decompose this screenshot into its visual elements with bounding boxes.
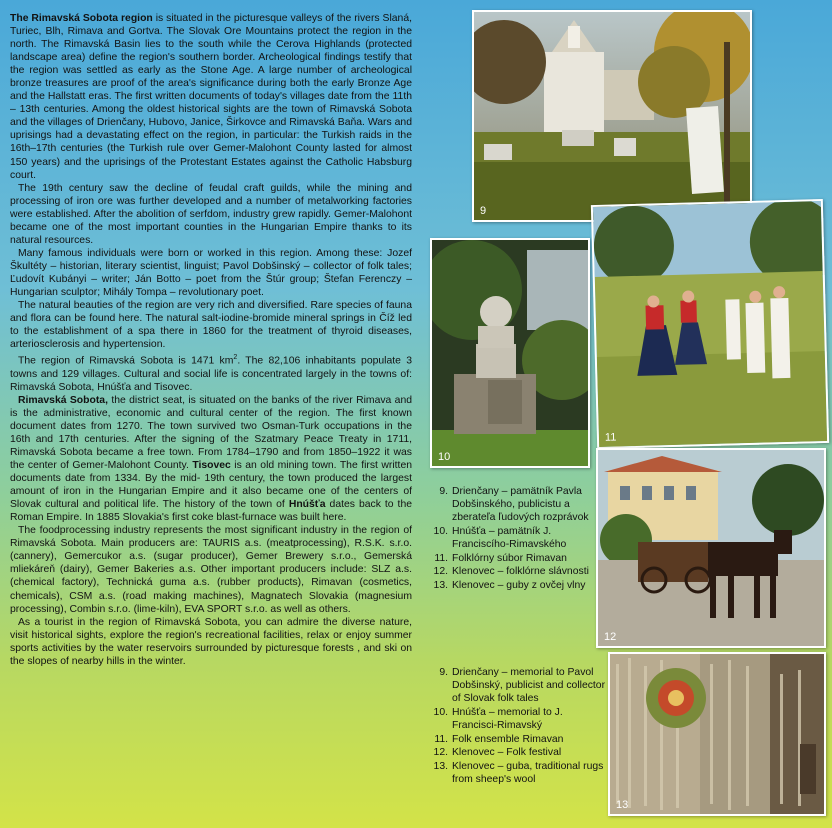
caption-text: Klenovec – guby z ovčej vlny	[452, 580, 586, 592]
photo-number-11: 11	[604, 431, 617, 444]
paragraph-towns: Rimavská Sobota, the district seat, is situated on the banks of the river Rimava and is the administrative, economic and cultural center of the region. The first known document dates from 1270. The town survived two Osman-Turk occupations in the 16th and 17th centuries. After the signing of the Szatmary Peace Treaty in 1711, Rimavská Sobota became a free town. From 1784–1790 and from 1850–1922 it was the center of Gemer-Malohont County. Tisovec is an old mining town. The first written documents date from 1334. By the mid- 19th century, the town produced the largest amount of iron in the Hungarian Empire and it also became one of the centers of Slovak cultural and political life. The history of the town of Hnúšťa dates back to the Roman Empire. In 1885 Slovakia's first coke blast-furnace was built here.	[10, 394, 413, 524]
captions-english	[428, 667, 608, 788]
caption-item	[428, 553, 608, 566]
caption-number: 13.	[433, 761, 448, 773]
caption-text: Drienčany – pamätník Pavla Dobšinského, publicistu a zberateľa ľudových rozprávok	[452, 486, 589, 523]
caption-text: Folk ensemble Rimavan	[452, 733, 564, 745]
caption-number: 9.	[439, 486, 448, 497]
caption-item	[428, 580, 608, 593]
photo-number-9: 9	[480, 205, 487, 217]
paragraph-famous-people: Many famous individuals were born or worked in this region. Among these: Jozef Škultéty – historian, literary scientist, linguist; Pavol Dobšinský – collector of folk tales; Ľudovít Kubányi – writer; Ján Botto – poet from the Štúr group; Štefan Ferenczy – Hungarian sculptor; Mihály Tompa – revolutionary poet.	[10, 247, 412, 298]
caption-number: 13.	[433, 580, 448, 592]
caption-number: 10.	[433, 706, 448, 718]
caption-number: 11.	[434, 552, 448, 564]
memorial-church-image	[474, 12, 750, 220]
caption-text: Klenovec – folklórne slávnosti	[452, 566, 589, 578]
caption-number: 12.	[433, 747, 448, 759]
photo-10-francisci-memorial	[430, 238, 590, 468]
captions-slovak	[428, 486, 608, 594]
photo-12-folk-festival	[596, 448, 826, 648]
caption-text: Hnúšťa – pamätník J. Franciscího-Rimavského	[452, 525, 567, 550]
paragraph-nature: The natural beauties of the region are very rich and diversified. Rare species of fauna and flora can be found here. The natural salt-iodine-bromide mineral springs in Číž led to the establishment of a spa there in 1860 for the treatment of thyroid diseases, arteriosclerosis and hypertension.	[10, 300, 412, 351]
caption-item	[428, 747, 608, 760]
photo-9-dobsinsky-memorial	[472, 10, 752, 222]
caption-number: 11.	[434, 733, 448, 745]
photo-11-folk-ensemble	[591, 199, 829, 449]
caption-item	[428, 734, 608, 747]
paragraph-tourism: As a tourist in the region of Rimavská Sobota, you can admire the diverse nature, visit historical sights, explore the region's recreational facilities, relax or enjoy summer sports activities by the water reservoirs surrounded by picturesque forests , and ski on the slopes of nearby hills in the winter.	[10, 616, 412, 667]
caption-text: Hnúšťa – memorial to J. Francisci-Rimavský	[452, 706, 563, 731]
paragraph-population: The region of Rimavská Sobota is 1471 $km^2$. The 82,106 inhabitants populate 3 towns and 129 villages. Cultural and social life is concentrated largely in the towns of: Rimavská Sobota, Hnúšťa and Tisovec.	[10, 354, 412, 393]
horse-carriage-image	[598, 450, 824, 646]
caption-item	[428, 526, 608, 552]
folk-dancers-image	[593, 201, 827, 447]
paragraph-19th-century: The 19th century saw the decline of feudal craft guilds, while the mining and processing of iron ore was further developed and a number of metalworking factories were established. After the abolition of serfdom, industry grew rapidly. Gemer-Malohont became one of the most important counties in the Hungarian Empire thanks to its natural resources.	[10, 182, 412, 246]
caption-item	[428, 707, 608, 733]
photo-number-13: 13	[616, 799, 629, 811]
caption-number: 10.	[433, 525, 448, 537]
caption-number: 9.	[439, 667, 448, 678]
region-title: The Rimavská Sobota region	[10, 13, 153, 24]
wool-rugs-image	[610, 654, 824, 814]
caption-text: Klenovec – guba, traditional rugs from sheep's wool	[452, 761, 604, 786]
caption-item	[428, 486, 608, 525]
caption-text: Folklórny súbor Rimavan	[452, 552, 567, 564]
caption-item	[428, 761, 608, 787]
caption-item	[428, 667, 608, 706]
photo-13-wool-rugs	[608, 652, 826, 816]
caption-text: Klenovec – Folk festival	[452, 747, 562, 759]
article-body	[10, 12, 412, 668]
photo-number-12: 12	[604, 631, 617, 643]
paragraph-intro: The Rimavská Sobota region is situated in the picturesque valleys of the rivers Slaná, Turiec, Blh, Rimava and Gortva. The Slovak Ore Mountains protect the region in the north. The Rimavská Basin lies to the south while the Cerova Highlands (protected landscape area) define the region's southern border. Archeological findings testify that the region was settled as early as the Stone Age. A large number of archeological bronze treasures are proof of the area's significance during both the early Bronze Age and the Hallstatt eras. The first written documents of today's villages date from the 11th – 13th centuries. Among the oldest historical sights are the town of Rimavská Sobota and the villages of Drienčany, Hubovo, Janice, Širkovce and Rimavská Baňa. Wars and uprisings had a devastating effect on the region, in particular: the Turkish raids in the 16th–17th centuries (the Turkish rule over Gemer-Malohont County lasted for almost 150 years) and the uprisings of the Protestant Estates against the Catholic Habsburg court.	[10, 13, 412, 181]
caption-item	[428, 566, 608, 579]
caption-number: 12.	[433, 566, 448, 578]
caption-text: Drienčany – memorial to Pavol Dobšinský, publicist and collector of Slovak folk tales	[452, 667, 606, 704]
paragraph-industry: The foodprocessing industry represents the most significant industry in the region of Rimavská Sobota. Main producers are: TAURIS a.s. (meatprocessing), R.S.K. s.r.o. (cannery), Gemercukor a.s. (sugar producer), Gemer Brewery s.r.o., Gemerská mliekáreň (dairy), Gemer Bakeries a.s. Other important producers include: SLZ a.s. (chemical factory), Technická guma a.s. (rubber products), Rimavan (cosmetics, chemicals), CSM a.s. (road making machines), Magnatech Slovakia (magnesium processing), Combin s.r.o. (lime-kiln), EVA SPORT s.r.o. as well as others.	[10, 525, 412, 615]
photo-number-10: 10	[438, 451, 451, 463]
bust-monument-image	[432, 240, 588, 466]
